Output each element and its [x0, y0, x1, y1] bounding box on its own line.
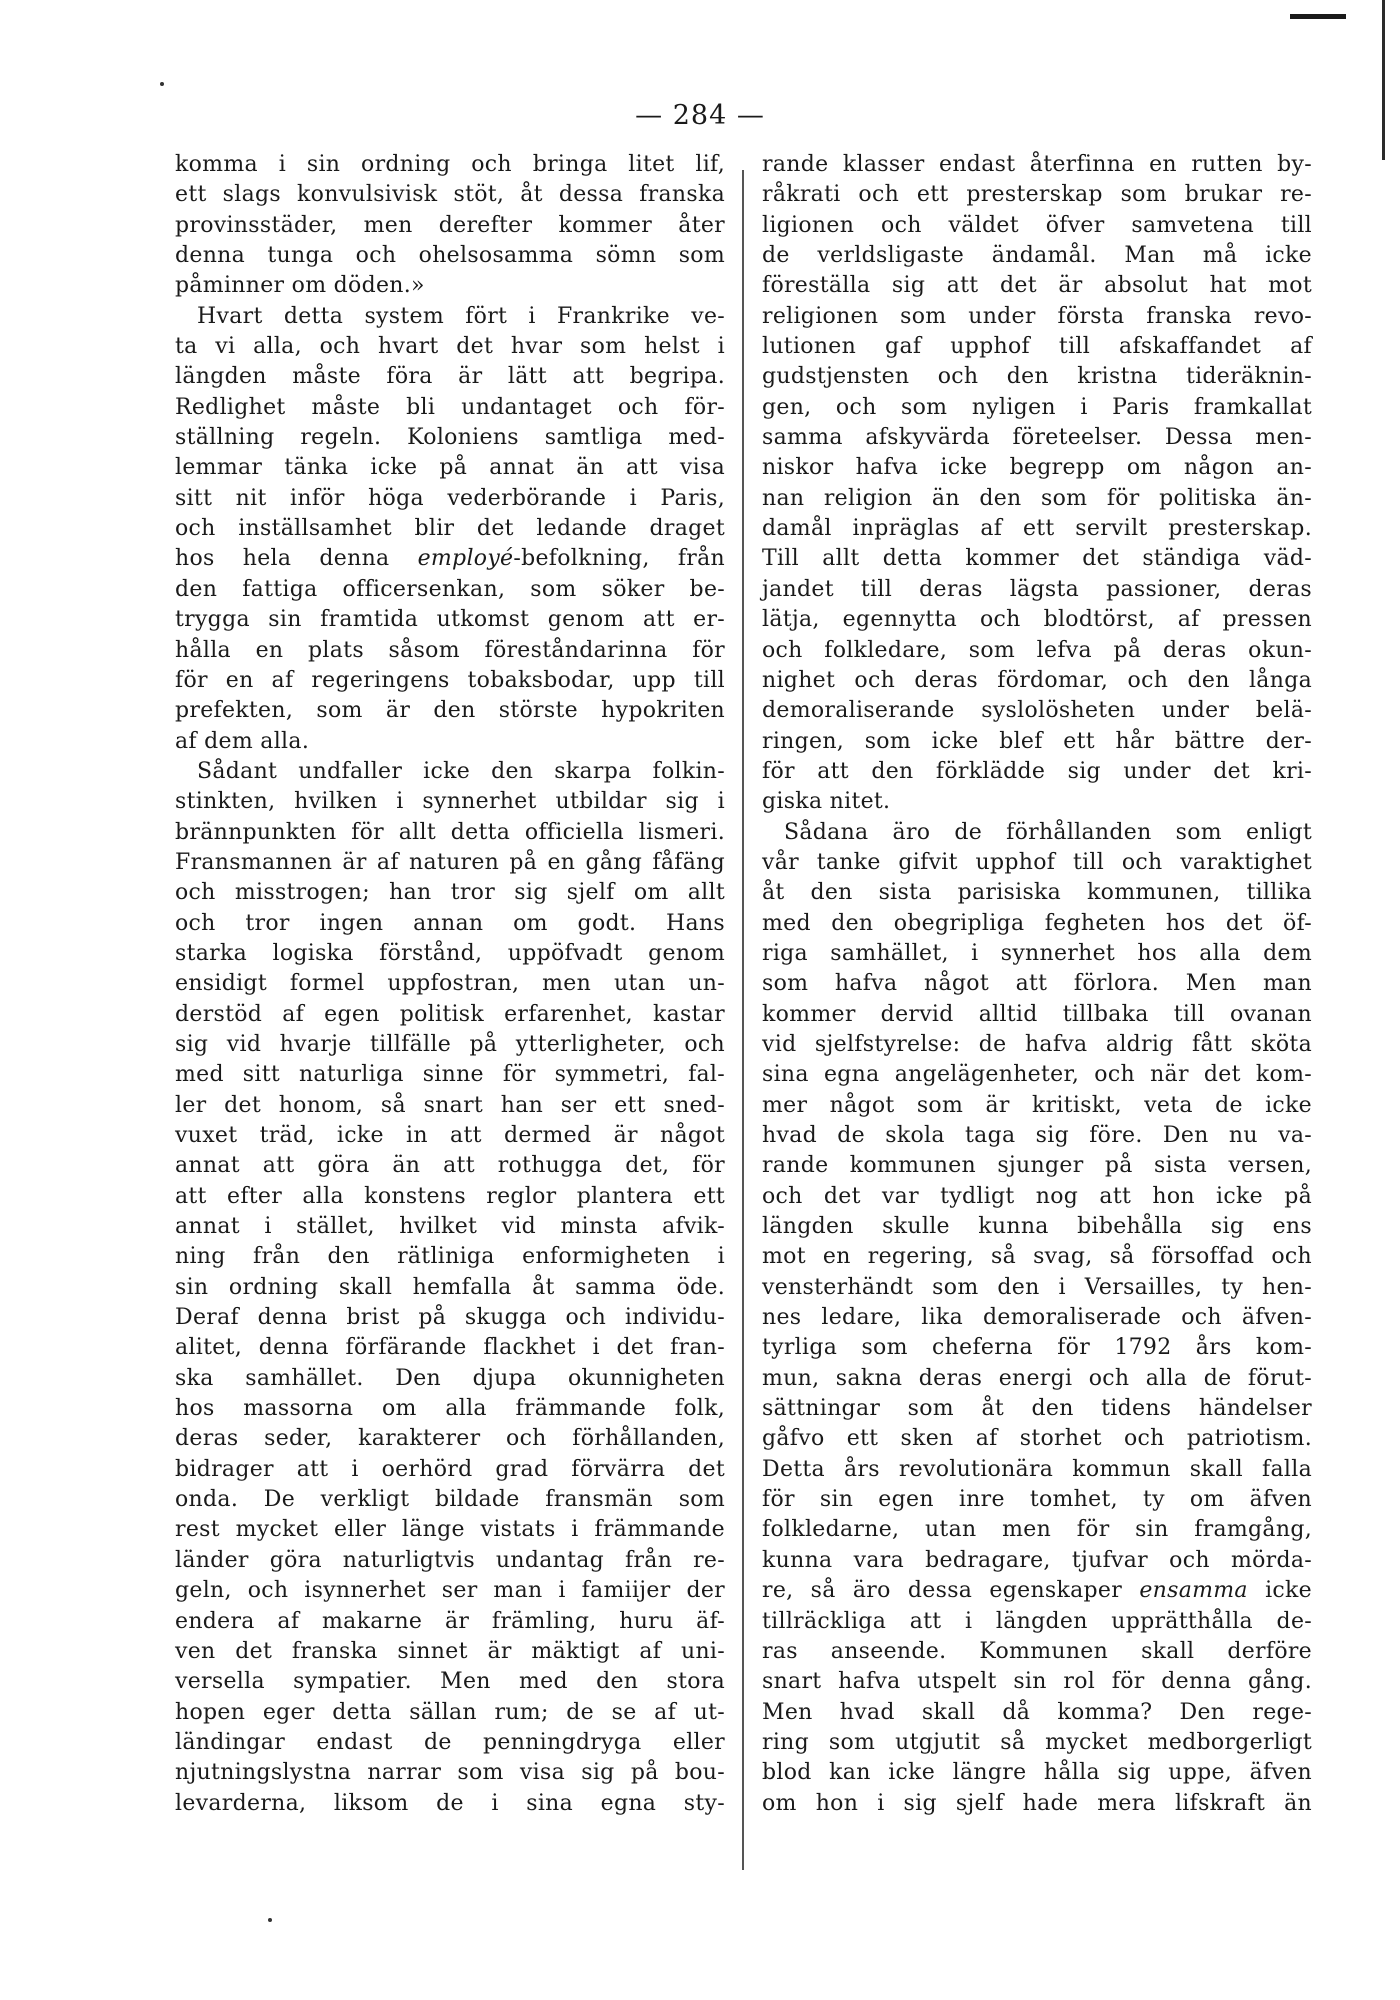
text-line: prefekten, som är den störste hypokriten [175, 698, 725, 724]
text-line: vår tanke gifvit upphof till och varaktighet [762, 849, 1312, 875]
left-column [175, 150, 725, 1819]
text-line: sättningar som åt den tidens händelser [762, 1396, 1312, 1422]
text-line: sina egna angelägenheter, och när det kom- [762, 1062, 1312, 1088]
text-line: nan religion än den som för politiska än- [762, 485, 1312, 511]
text-line: Till allt detta kommer det ständiga väd- [762, 546, 1312, 572]
text-line: Detta års revolutionära kommun skall falla [762, 1456, 1312, 1482]
text-line: Fransmannen är af naturen på en gång fåfäng [175, 849, 725, 875]
text-line: som hafva något att förlora. Men man [762, 971, 1312, 997]
text-line: hos hela denna employé-befolkning, från [175, 546, 725, 572]
text-line: gudstjensten och den kristna tideräknin- [762, 364, 1312, 390]
text-line: niskor hafva icke begrepp om någon an- [762, 455, 1312, 481]
text-line: länder göra naturligtvis undantag från re- [175, 1547, 725, 1573]
text-line: deras seder, karakterer och förhållanden, [175, 1426, 725, 1452]
text-line: ska samhället. Den djupa okunnigheten [175, 1365, 725, 1391]
column-divider [742, 170, 744, 1870]
text-line: och inställsamhet blir det ledande draget [175, 516, 725, 542]
text-line: af dem alla. [175, 728, 310, 754]
text-line: lemmar tänka icke på annat än att visa [175, 455, 725, 481]
text-line: hos massorna om alla främmande folk, [175, 1396, 725, 1422]
text-line: mun, sakna deras energi och alla de förut- [762, 1365, 1312, 1391]
text-line: vuxet träd, icke in att dermed är något [175, 1123, 725, 1148]
text-line: kommer dervid alltid tillbaka till ovanan [762, 1001, 1312, 1027]
text-line: mot en regering, så svag, så försoffad och [762, 1244, 1312, 1270]
text-line: giska nitet. [762, 789, 891, 815]
text-line: med den obegripliga fegheten hos det öf- [762, 910, 1312, 936]
text-line: gåfvo ett sken af storhet och patriotism. [762, 1426, 1312, 1452]
text-line: ras anseende. Kommunen skall derföre [762, 1638, 1312, 1664]
text-line: längden måste föra är lätt att begripa. [175, 364, 725, 390]
scan-speck [160, 82, 164, 86]
text-line: ven det franska sinnet är mäktigt af uni- [175, 1638, 725, 1664]
text-line: derstöd af egen politisk erfarenhet, kastar [175, 1001, 725, 1027]
text-line: versella sympatier. Men med den stora [175, 1669, 725, 1695]
text-line: den fattiga officersenkan, som söker be- [175, 576, 725, 602]
text-line: ler det honom, så snart han ser ett sned- [175, 1092, 725, 1118]
text-line: onda. De verkligt bildade fransmän som [175, 1487, 725, 1513]
text-line: rande klasser endast återfinna en rutten by- [762, 152, 1312, 177]
right-column [762, 150, 1312, 1819]
text-line: lutionen gaf upphof till afskaffandet af [762, 334, 1312, 360]
text-line: bidrager att i oerhörd grad förvärra det [175, 1456, 725, 1482]
text-line: ställning regeln. Koloniens samtliga med- [175, 425, 725, 451]
text-line: för att den förklädde sig under det kri- [762, 758, 1312, 784]
text-line: Men hvad skall då komma? Den rege- [762, 1699, 1312, 1725]
text-line: blod kan icke längre hålla sig uppe, äfven [762, 1760, 1312, 1786]
text-line: endera af makarne är främling, huru äf- [175, 1608, 725, 1634]
text-line: samma afskyvärda företeelser. Dessa men- [762, 425, 1312, 451]
text-line: med sitt naturliga sinne för symmetri, fal- [175, 1062, 725, 1088]
text-line: och tror ingen annan om godt. Hans [175, 910, 725, 936]
text-line: påminner om döden.» [175, 273, 425, 299]
text-line: religionen som under första franska revo- [762, 303, 1312, 329]
text-line: kunna vara bedragare, tjufvar och mörda- [762, 1547, 1312, 1573]
text-line: tyrliga som cheferna för 1792 års kom- [762, 1335, 1312, 1361]
text-line: sitt nit inför höga vederbörande i Paris, [175, 485, 725, 511]
text-line: ring som utgjutit så mycket medborgerligt [762, 1729, 1312, 1755]
text-line: stinkten, hvilken i synnerhet utbildar sig i [175, 789, 725, 815]
text-line: nes ledare, lika demoraliserade och äfven- [762, 1305, 1312, 1331]
text-line: föreställa sig att det är absolut hat mot [762, 273, 1312, 299]
text-line: ensidigt formel uppfostran, men utan un- [175, 971, 725, 997]
text-line: denna tunga och ohelsosamma sömn som [175, 243, 725, 269]
text-line: riga samhället, i synnerhet hos alla dem [762, 940, 1312, 966]
text-line: längden skulle kunna bibehålla sig ens [762, 1214, 1312, 1240]
text-line: provinsstäder, men derefter kommer åter [175, 212, 725, 238]
text-line: att efter alla konstens reglor plantera ett [175, 1183, 725, 1209]
text-line: Sådana äro de förhållanden som enligt [784, 819, 1312, 845]
text-line: ligionen och väldet öfver samvetena till [762, 212, 1312, 238]
text-line: ett slags konvulsivisk stöt, åt dessa franska [175, 182, 725, 208]
text-line: sig vid hvarje tillfälle på ytterligheter, och [175, 1031, 725, 1057]
text-line: de verldsligaste ändamål. Man må icke [762, 243, 1312, 269]
text-line: och misstrogen; han tror sig sjelf om allt [175, 880, 725, 906]
scan-edge-line [1382, 0, 1385, 160]
text-line: ning från den rätliniga enformigheten i [175, 1244, 725, 1270]
text-line: Hvart detta system fört i Frankrike ve- [197, 303, 725, 329]
text-line: sin ordning skall hemfalla åt samma öde. [175, 1274, 725, 1300]
text-line: rest mycket eller länge vistats i främmande [175, 1517, 725, 1543]
text-line: och det var tydligt nog att hon icke på [762, 1183, 1312, 1209]
text-line: gen, och som nyligen i Paris framkallat [762, 394, 1312, 420]
text-line: brännpunkten för allt detta officiella lismeri. [175, 819, 725, 845]
text-line: alitet, denna förfärande flackhet i det fran- [175, 1335, 725, 1361]
text-line: tillräckliga att i längden upprätthålla de- [762, 1608, 1312, 1634]
text-line: Redlighet måste bli undantaget och för- [175, 394, 725, 420]
text-line: och folkledare, som lefva på deras okun- [762, 637, 1312, 663]
text-line: folkledarne, utan men för sin framgång, [762, 1517, 1312, 1543]
text-line: för sin egen inre tomhet, ty om äfven [762, 1487, 1312, 1513]
text-line: om hon i sig sjelf hade mera lifskraft än [762, 1790, 1312, 1816]
text-line: trygga sin framtida utkomst genom att er- [175, 607, 725, 633]
text-line: annat i stället, hvilket vid minsta afvik- [175, 1214, 725, 1240]
text-line: damål inpräglas af ett servilt presterskap. [762, 516, 1312, 542]
text-line: råkrati och ett presterskap som brukar re- [762, 182, 1312, 208]
scan-speck [268, 1918, 272, 1922]
text-line: starka logiska förstånd, uppöfvadt genom [175, 940, 725, 966]
text-line: hvad de skola taga sig före. Den nu va- [762, 1123, 1312, 1148]
text-line: rande kommunen sjunger på sista versen, [762, 1153, 1312, 1179]
text-line: vid sjelfstyrelse: de hafva aldrig fått sköta [762, 1031, 1312, 1057]
text-line: nighet och deras fördomar, och den långa [762, 667, 1312, 693]
text-line: re, så äro dessa egenskaper ensamma icke [762, 1578, 1312, 1604]
text-line: vensterhändt som den i Versailles, ty hen- [762, 1274, 1312, 1300]
text-line: demoraliserande syslolösheten under belä- [762, 698, 1312, 724]
scan-mark [1290, 14, 1346, 19]
text-line: hopen eger detta sällan rum; de se af ut- [175, 1699, 725, 1725]
text-line: annat att göra än att rothugga det, för [175, 1153, 725, 1179]
text-line: ländingar endast de penningdryga eller [175, 1729, 725, 1755]
text-line: njutningslystna narrar som visa sig på bou- [175, 1760, 725, 1786]
text-line: komma i sin ordning och bringa litet lif, [175, 152, 725, 177]
text-line: åt den sista parisiska kommunen, tillika [762, 880, 1312, 906]
text-line: Sådant undfaller icke den skarpa folkin- [197, 758, 725, 784]
text-line: Deraf denna brist på skugga och individu- [175, 1305, 725, 1331]
text-line: mer något som är kritiskt, veta de icke [762, 1092, 1312, 1118]
text-line: lätja, egennytta och blodtörst, af pressen [762, 607, 1312, 633]
text-line: geln, och isynnerhet ser man i famiijer der [175, 1578, 725, 1604]
text-line: levarderna, liksom de i sina egna sty- [175, 1790, 725, 1816]
text-line: snart hafva utspelt sin rol för denna gång. [762, 1669, 1312, 1695]
text-line: för en af regeringens tobaksbodar, upp till [175, 667, 725, 693]
text-line: ta vi alla, och hvart det hvar som helst i [175, 334, 725, 360]
text-line: jandet till deras lägsta passioner, deras [762, 576, 1312, 602]
text-line: hålla en plats såsom föreståndarinna för [175, 637, 725, 663]
page-number: — 284 — [635, 100, 765, 131]
text-line: ringen, som icke blef ett hår bättre der- [762, 728, 1312, 754]
